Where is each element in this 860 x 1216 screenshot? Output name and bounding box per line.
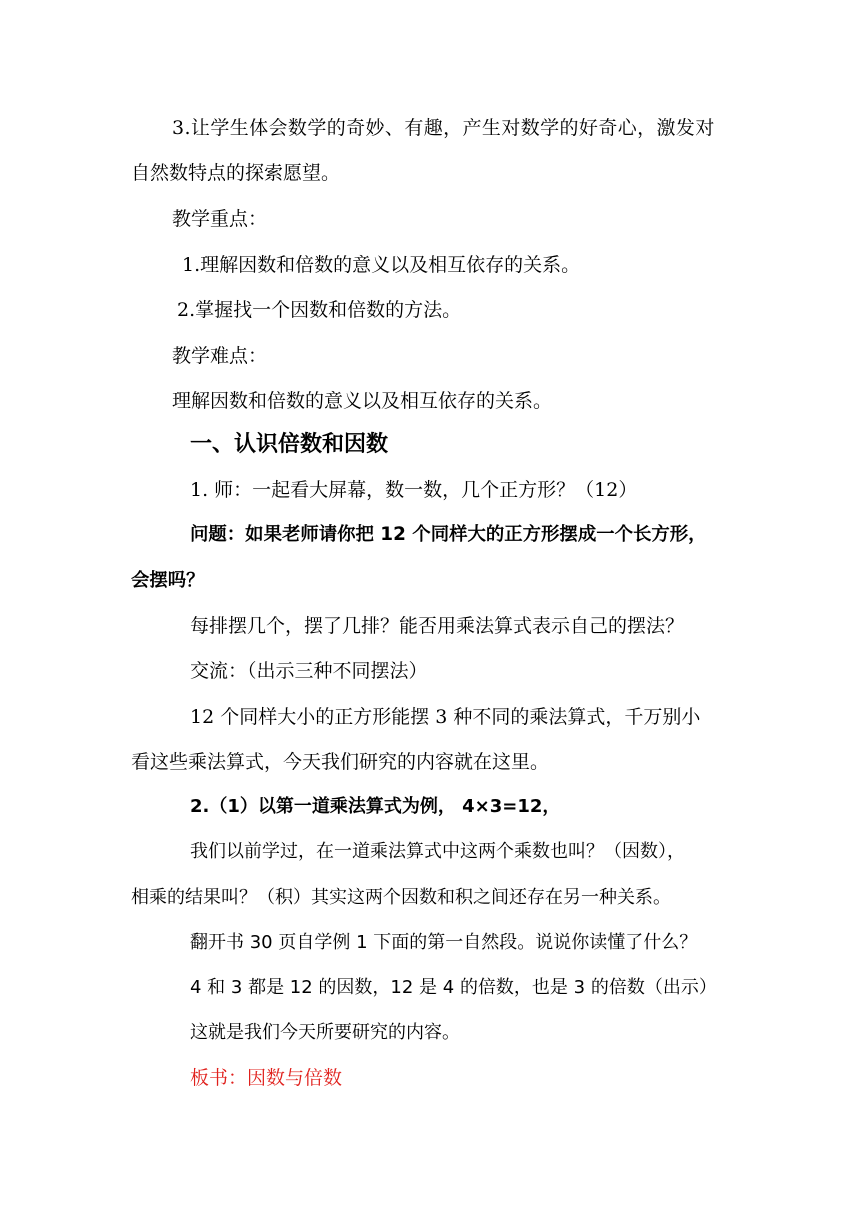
recall-line-1: 我们以前学过，在一道乘法算式中这两个乘数也叫？（因数）， xyxy=(190,841,685,862)
exchange-line: 交流：（出示三种不同摆法） xyxy=(190,660,428,682)
difficulty-text: 理解因数和倍数的意义以及相互依存的关系。 xyxy=(172,390,553,412)
key-point-1: 1.理解因数和倍数的意义以及相互依存的关系。 xyxy=(182,254,581,276)
book-instruction: 翻开书 30 页自学例 1 下面的第一自然段。说说你读懂了什么？ xyxy=(190,932,698,953)
summary-line-2: 看这些乘法算式，今天我们研究的内容就在这里。 xyxy=(131,751,550,773)
objective-3-line-1: 3.让学生体会数学的奇妙、有趣，产生对数学的好奇心，激发对 xyxy=(172,117,715,139)
recall-line-2: 相乘的结果叫？（积）其实这两个因数和积之间还存在另一种关系。 xyxy=(131,887,671,908)
difficulty-label: 教学难点： xyxy=(172,345,268,367)
question-line-2: 会摆吗？ xyxy=(131,570,205,591)
factor-relation: 4 和 3 都是 12 的因数，12 是 4 的倍数，也是 3 的倍数（出示） xyxy=(190,977,717,998)
step-1: 1. 师：一起看大屏幕，数一数，几个正方形？（12） xyxy=(190,479,638,501)
section-heading: 一、认识倍数和因数 xyxy=(190,432,389,457)
objective-3-line-2: 自然数特点的探索愿望。 xyxy=(131,162,341,184)
step-2: 2.（1）以第一道乘法算式为例， 4×3=12， xyxy=(190,796,561,817)
closing-line: 这就是我们今天所要研究的内容。 xyxy=(190,1022,460,1043)
key-points-label: 教学重点： xyxy=(172,208,268,230)
arrangement-prompt: 每排摆几个，摆了几排？能否用乘法算式表示自己的摆法？ xyxy=(190,615,685,637)
question-line-1: 问题：如果老师请你把 12 个同样大的正方形摆成一个长方形， xyxy=(190,524,707,545)
summary-line-1: 12 个同样大小的正方形能摆 3 种不同的乘法算式，千万别小 xyxy=(190,706,701,728)
board-title: 板书：因数与倍数 xyxy=(190,1067,343,1089)
key-point-2: 2.掌握找一个因数和倍数的方法。 xyxy=(177,299,462,321)
